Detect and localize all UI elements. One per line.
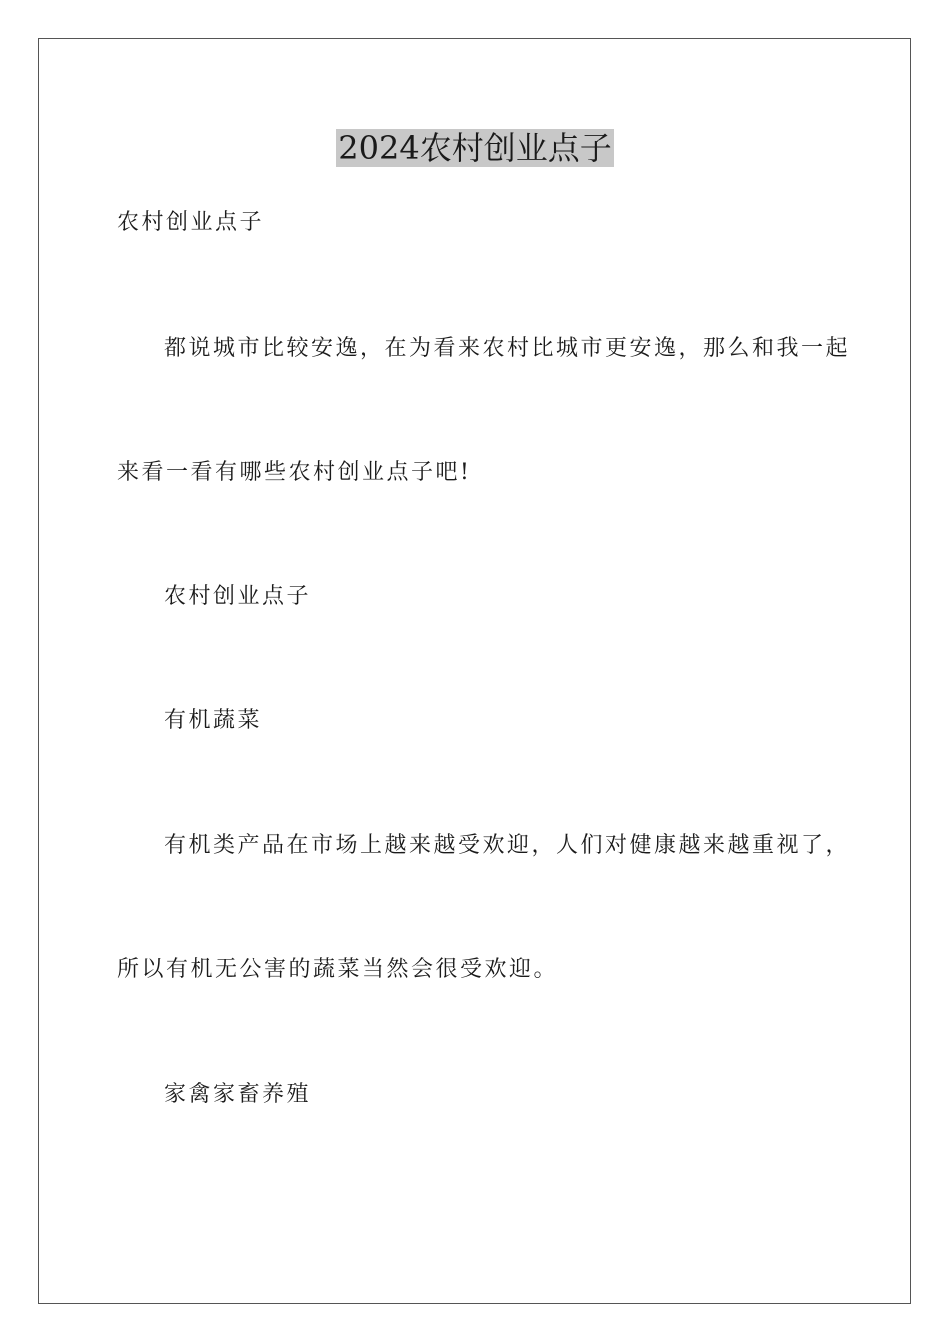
- paragraph-intro-line-1: 都说城市比较安逸，在为看来农村比城市更安逸，那么和我一起: [164, 336, 851, 361]
- subheading-livestock: 家禽家畜养殖: [164, 1082, 312, 1107]
- subheading-organic-vegetables: 有机蔬菜: [164, 708, 263, 733]
- document-title: [0, 126, 950, 170]
- document-subtitle: 农村创业点子: [117, 210, 265, 235]
- paragraph-organic-line-2: 所以有机无公害的蔬菜当然会很受欢迎。: [117, 957, 559, 982]
- paragraph-organic-line-1: 有机类产品在市场上越来越受欢迎，人们对健康越来越重视了，: [164, 833, 851, 858]
- paragraph-intro-line-2: 来看一看有哪些农村创业点子吧!: [117, 460, 472, 485]
- document-title-text: 2024农村创业点子: [338, 129, 612, 167]
- section-heading: 农村创业点子: [164, 584, 312, 609]
